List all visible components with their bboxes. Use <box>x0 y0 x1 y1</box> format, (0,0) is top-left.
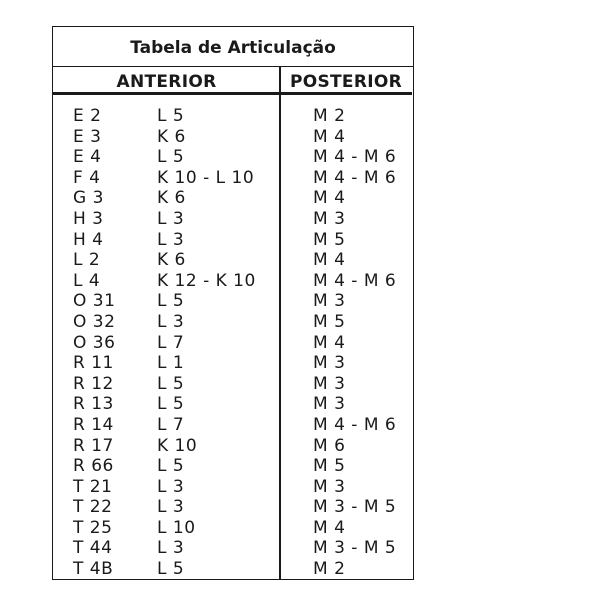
table-row <box>53 436 413 457</box>
cell-anterior-code: O 36 <box>73 332 116 353</box>
cell-anterior-code: R 12 <box>73 373 114 394</box>
cell-anterior-ref: K 6 <box>157 126 186 147</box>
cell-anterior-ref: L 5 <box>157 394 185 415</box>
cell-anterior-code: F 4 <box>73 167 101 188</box>
cell-anterior-code: T 44 <box>73 538 113 559</box>
cell-anterior-ref: L 5 <box>157 147 185 168</box>
cell-posterior: M 4 <box>313 332 346 353</box>
cell-posterior: M 3 <box>313 353 346 374</box>
cell-anterior-code: E 3 <box>73 126 102 147</box>
cell-posterior: M 5 <box>313 229 346 250</box>
table-row <box>53 333 413 354</box>
cell-posterior: M 2 <box>313 106 346 126</box>
cell-posterior: M 5 <box>313 456 346 477</box>
cell-anterior-ref: K 6 <box>157 188 186 209</box>
cell-anterior-ref: L 7 <box>157 332 185 353</box>
cell-anterior-code: E 4 <box>73 147 102 168</box>
cell-anterior-code: G 3 <box>73 188 104 209</box>
cell-posterior: M 4 <box>313 250 346 271</box>
cell-anterior-ref: L 3 <box>157 476 185 497</box>
cell-anterior-ref: L 3 <box>157 311 185 332</box>
cell-anterior-code: T 4B <box>73 559 114 580</box>
cell-anterior-ref: L 5 <box>157 106 185 126</box>
cell-anterior-code: L 4 <box>73 270 101 291</box>
cell-anterior-code: R 11 <box>73 353 114 374</box>
cell-anterior-ref: L 5 <box>157 291 185 312</box>
cell-anterior-code: O 32 <box>73 311 116 332</box>
cell-posterior: M 3 - M 5 <box>313 538 397 559</box>
cell-anterior-ref: K 6 <box>157 250 186 271</box>
table-row <box>53 209 413 230</box>
table-row <box>53 271 413 292</box>
cell-anterior-ref: L 5 <box>157 456 185 477</box>
cell-anterior-ref: L 7 <box>157 414 185 435</box>
table-row <box>53 250 413 271</box>
cell-posterior: M 3 <box>313 291 346 312</box>
table-row <box>53 353 413 374</box>
table-row <box>53 559 413 580</box>
cell-posterior: M 4 - M 6 <box>313 270 397 291</box>
cell-posterior: M 4 <box>313 517 346 538</box>
table-title: Tabela de Articulação <box>53 27 413 67</box>
table-row <box>53 106 413 127</box>
cell-anterior-code: R 17 <box>73 435 114 456</box>
cell-anterior-ref: L 10 <box>157 517 196 538</box>
table-row <box>53 374 413 395</box>
table-row <box>53 291 413 312</box>
cell-posterior: M 3 <box>313 373 346 394</box>
cell-posterior: M 4 <box>313 188 346 209</box>
cell-anterior-code: E 2 <box>73 106 102 126</box>
cell-anterior-ref: K 10 - L 10 <box>157 167 255 188</box>
cell-posterior: M 2 <box>313 559 346 580</box>
cell-anterior-code: R 13 <box>73 394 114 415</box>
cell-anterior-ref: L 1 <box>157 353 185 374</box>
cell-anterior-ref: L 3 <box>157 229 185 250</box>
cell-anterior-code: R 14 <box>73 414 114 435</box>
cell-posterior: M 4 <box>313 126 346 147</box>
cell-anterior-code: L 2 <box>73 250 101 271</box>
cell-anterior-ref: K 12 - K 10 <box>157 270 256 291</box>
cell-anterior-code: R 66 <box>73 456 114 477</box>
cell-anterior-ref: L 3 <box>157 497 185 518</box>
cell-anterior-code: H 3 <box>73 208 104 229</box>
cell-posterior: M 5 <box>313 311 346 332</box>
table-body <box>53 106 413 580</box>
cell-posterior: M 4 - M 6 <box>313 167 397 188</box>
cell-anterior-code: T 25 <box>73 517 113 538</box>
table-row <box>53 477 413 498</box>
cell-posterior: M 3 - M 5 <box>313 497 397 518</box>
cell-posterior: M 3 <box>313 208 346 229</box>
cell-anterior-code: H 4 <box>73 229 104 250</box>
table-row <box>53 415 413 436</box>
header-anterior: ANTERIOR <box>53 67 280 95</box>
articulation-table <box>52 26 414 580</box>
cell-posterior: M 4 - M 6 <box>313 147 397 168</box>
cell-anterior-code: T 21 <box>73 476 113 497</box>
table-row <box>53 518 413 539</box>
table-row <box>53 538 413 559</box>
cell-posterior: M 3 <box>313 476 346 497</box>
cell-posterior: M 4 - M 6 <box>313 414 397 435</box>
cell-anterior-ref: L 5 <box>157 373 185 394</box>
cell-posterior: M 6 <box>313 435 346 456</box>
cell-anterior-ref: L 3 <box>157 538 185 559</box>
table-row <box>53 168 413 189</box>
table-row <box>53 456 413 477</box>
cell-anterior-ref: K 10 <box>157 435 198 456</box>
table-row <box>53 394 413 415</box>
header-posterior: POSTERIOR <box>280 67 412 95</box>
table-row <box>53 147 413 168</box>
table-row <box>53 188 413 209</box>
cell-anterior-code: O 31 <box>73 291 116 312</box>
table-row <box>53 230 413 251</box>
cell-anterior-ref: L 3 <box>157 208 185 229</box>
table-row <box>53 127 413 148</box>
table-row <box>53 497 413 518</box>
table-row <box>53 312 413 333</box>
cell-anterior-ref: L 5 <box>157 559 185 580</box>
cell-posterior: M 3 <box>313 394 346 415</box>
cell-anterior-code: T 22 <box>73 497 113 518</box>
